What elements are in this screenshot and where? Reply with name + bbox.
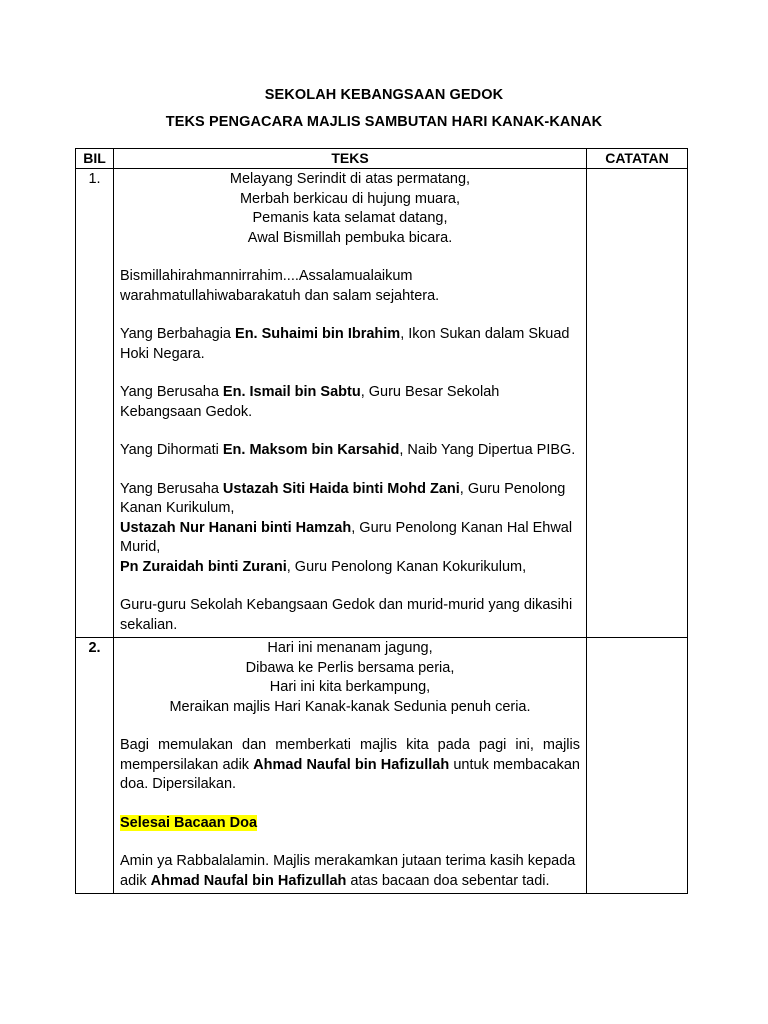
notes-cell: [587, 638, 688, 894]
salutation-paragraph: [120, 480, 580, 578]
highlighted-cue: Selesai Bacaan Doa: [120, 814, 258, 831]
row-text: [114, 169, 587, 638]
document-title: TEKS PENGACARA MAJLIS SAMBUTAN HARI KANAK-KANAK: [165, 114, 603, 130]
guest-name: Ustazah Siti Haida binti Mohd Zani: [222, 480, 460, 497]
pantun-line: Dibawa ke Perlis bersama peria,: [245, 659, 455, 676]
school-name: SEKOLAH KEBANGSAAN GEDOK: [264, 87, 504, 103]
guest-name: En. Suhaimi bin Ibrahim: [235, 326, 401, 342]
table-header-row: [76, 149, 688, 169]
text-span: , Guru Penolong Kanan Kurikulum,: [120, 480, 566, 516]
pantun: [120, 639, 580, 717]
guest-name: En. Ismail bin Sabtu: [222, 384, 361, 400]
stage-direction: [120, 814, 580, 834]
text-span: Yang Dihormati: [120, 442, 223, 458]
pantun-line: Pemanis kata selamat datang,: [252, 210, 448, 226]
pantun-line: Hari ini kita berkampung,: [269, 679, 431, 695]
text-span: Yang Berusaha: [120, 480, 223, 497]
text-span: , Naib Yang Dipertua PIBG.: [399, 442, 576, 458]
guest-name: En. Maksom bin Karsahid: [222, 442, 400, 458]
student-name: Ahmad Naufal bin Hafizullah: [253, 756, 450, 773]
text-span: atas bacaan doa sebentar tadi.: [346, 872, 550, 889]
text-span: , Ikon Sukan dalam Skuad Hoki Negara.: [120, 326, 570, 362]
pantun-line: Merbah berkicau di hujung muara,: [239, 190, 461, 207]
text-span: , Guru Besar Sekolah Kebangsaan Gedok.: [120, 384, 500, 420]
notes-cell: [587, 169, 688, 638]
text-span: Yang Berusaha: [120, 384, 223, 400]
guest-name: Ustazah Nur Hanani binti Hamzah: [120, 519, 352, 536]
salutation-paragraph: [120, 441, 580, 461]
text-span: untuk membacakan doa. Dipersilakan.: [120, 756, 580, 792]
col-header-bil: BIL: [76, 149, 114, 169]
text-span: , Guru Penolong Kanan Hal Ehwal Murid,: [120, 519, 573, 555]
doa-invitation-paragraph: [120, 736, 580, 795]
closing-paragraph: Guru-guru Sekolah Kebangsaan Gedok dan murid-murid yang dikasihi sekalian.: [120, 597, 573, 633]
table-row: [76, 169, 688, 638]
text-span: Yang Berbahagia: [120, 326, 236, 342]
row-number: 2.: [76, 638, 114, 894]
thanks-paragraph: [120, 852, 580, 891]
text-span: Amin ya Rabbalalamin. Majlis merakamkan jutaan terima kasih kepada adik: [120, 853, 576, 889]
pantun-line: Melayang Serindit di atas permatang,: [229, 171, 471, 187]
student-name: Ahmad Naufal bin Hafizullah: [150, 872, 347, 889]
pantun-line: Meraikan majlis Hari Kanak-kanak Sedunia penuh ceria.: [169, 698, 531, 715]
pantun-line: Awal Bismillah pembuka bicara.: [247, 229, 453, 246]
col-header-catatan: CATATAN: [587, 149, 688, 169]
row-text: [114, 638, 587, 894]
col-header-teks: TEKS: [114, 149, 587, 169]
table-row: [76, 638, 688, 894]
pantun: [120, 170, 580, 248]
row-number: 1.: [76, 169, 114, 638]
guest-name: Pn Zuraidah binti Zurani: [120, 558, 287, 575]
text-span: , Guru Penolong Kanan Kokurikulum,: [286, 558, 527, 575]
salutation-paragraph: [120, 325, 580, 364]
script-table: [75, 148, 688, 894]
greeting-paragraph: Bismillahirahmannirrahim....Assalamualaikum warahmatullahiwabarakatuh dan salam sejahtera.: [120, 268, 440, 304]
salutation-paragraph: [120, 383, 580, 422]
pantun-line: Hari ini menanam jagung,: [267, 640, 433, 656]
text-span: Bagi memulakan dan memberkati majlis kita pada pagi ini, majlis mempersilakan adik: [120, 737, 580, 773]
